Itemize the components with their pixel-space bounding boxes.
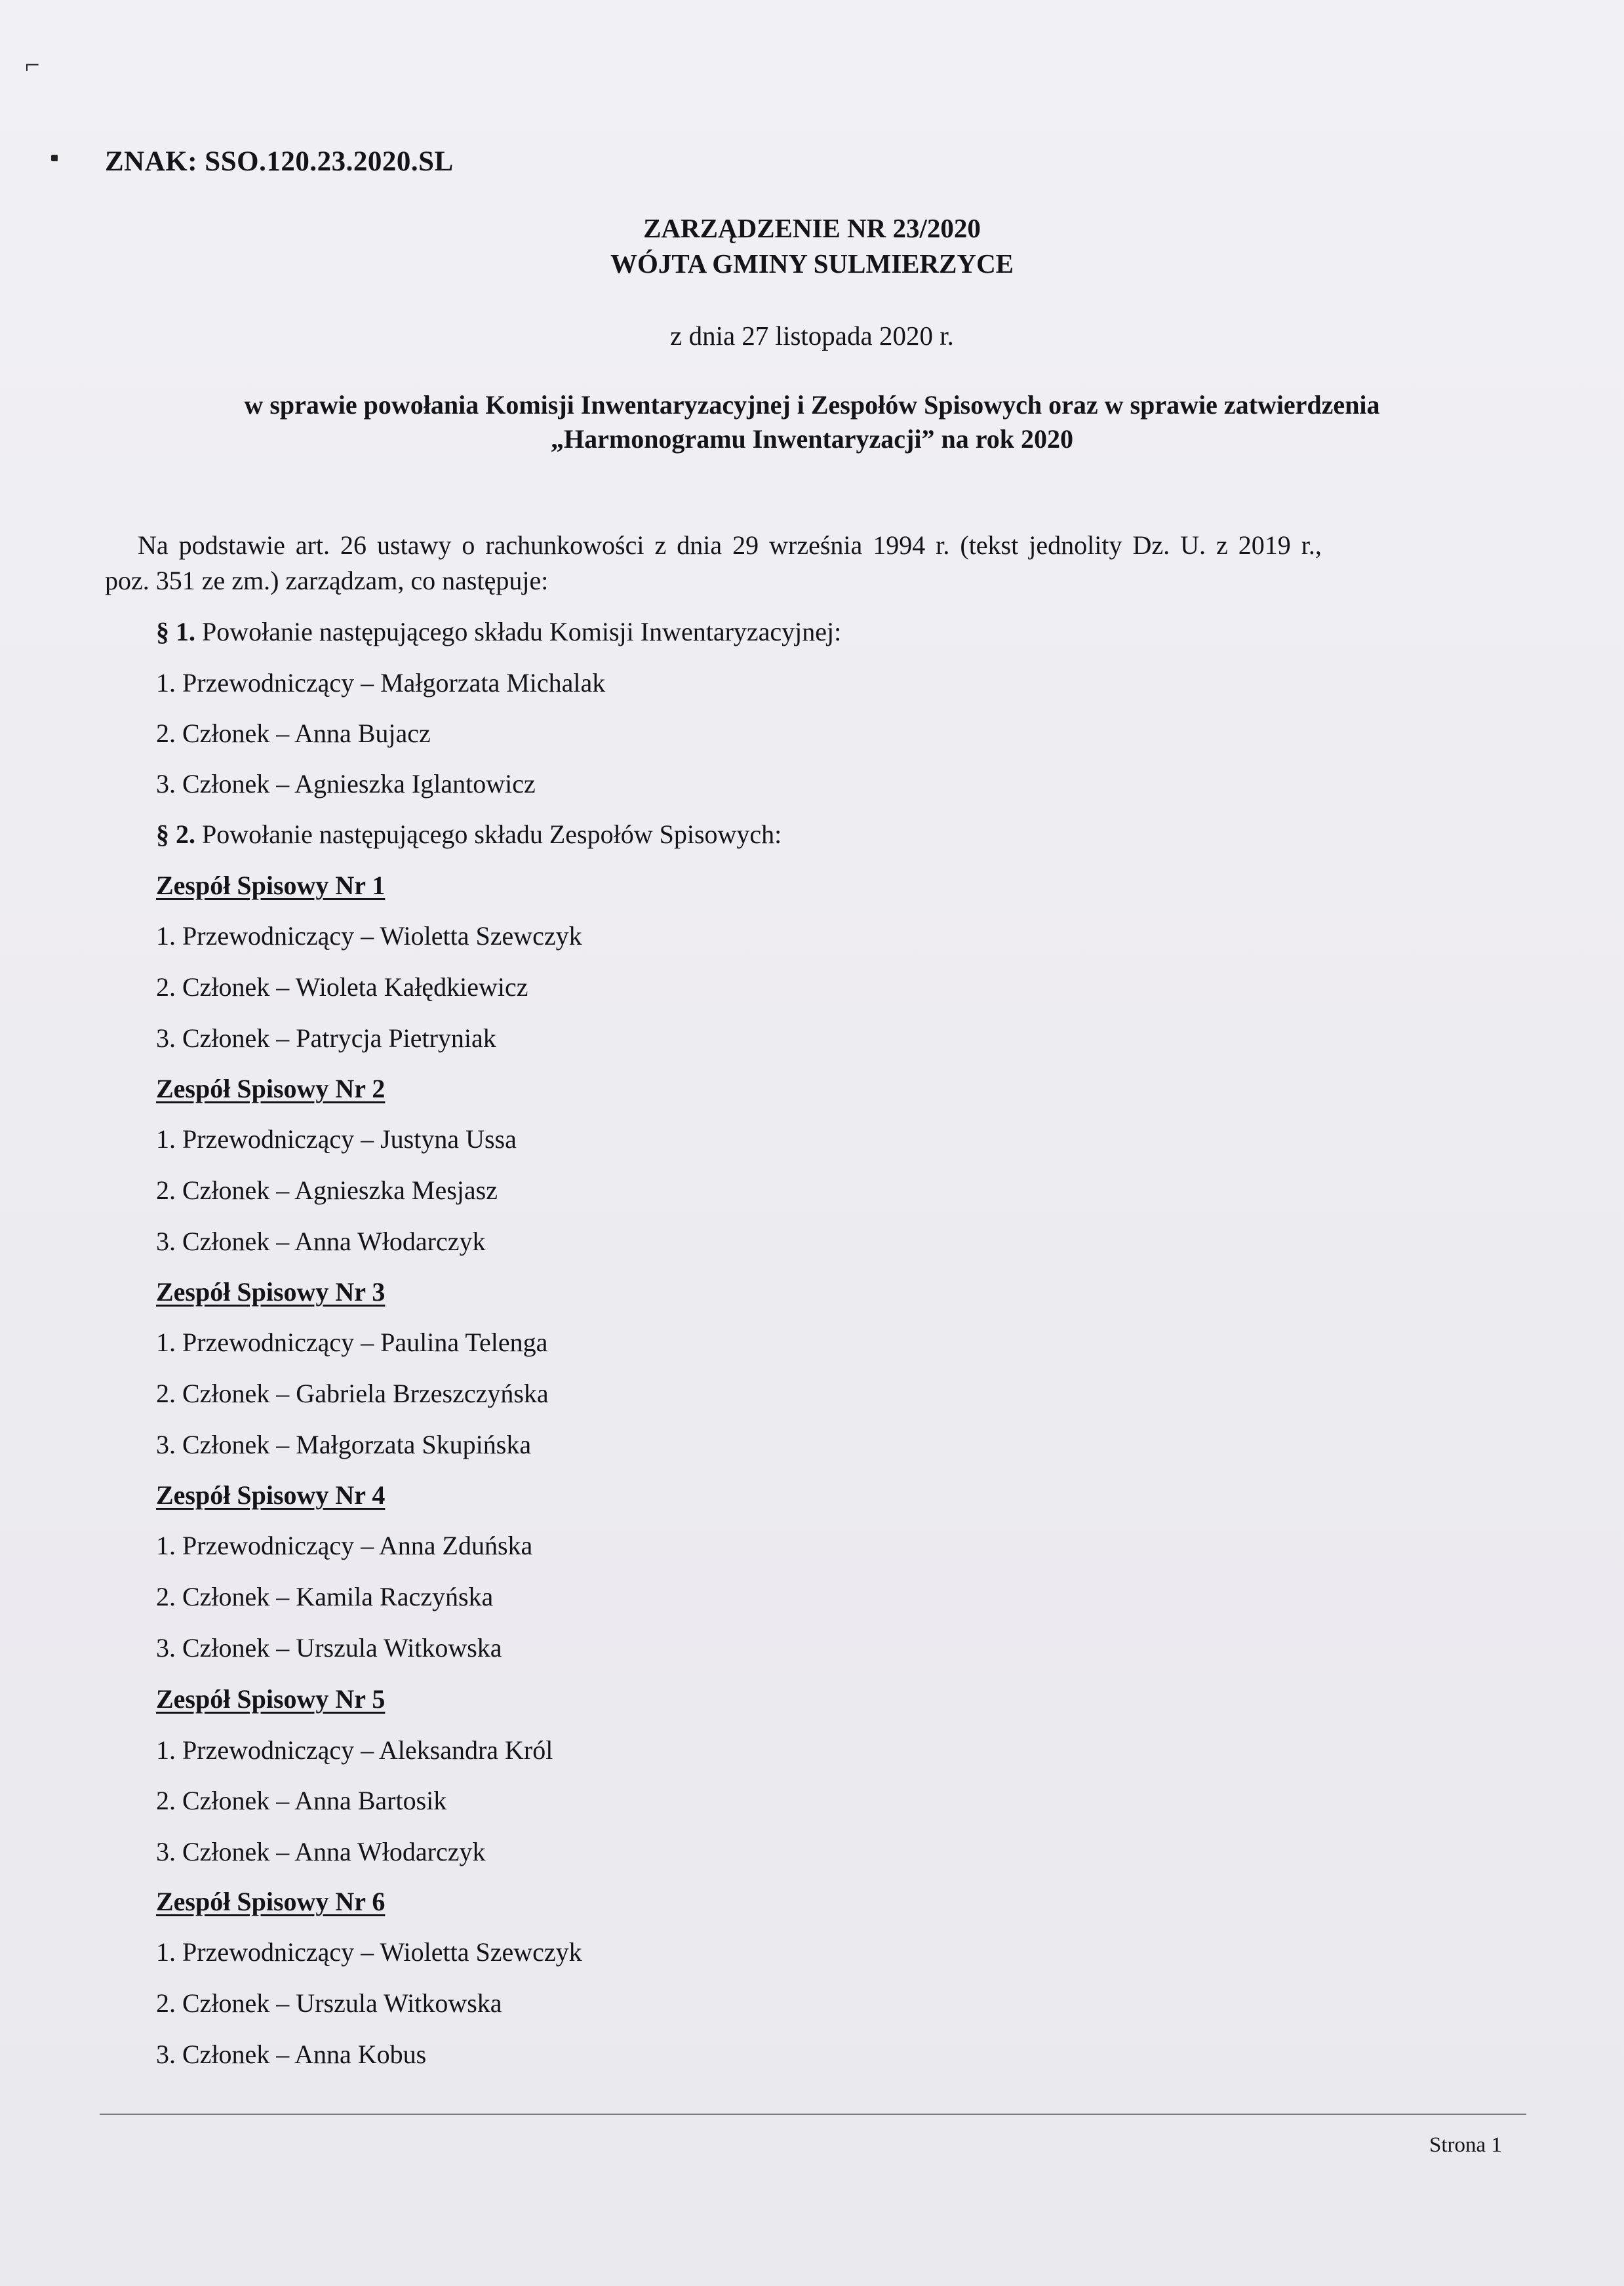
legal-basis-line-1: Na podstawie art. 26 ustawy o rachunkowości z dnia 29 września 1994 r. (tekst jednolity Dz. U. z 2019 r., [138, 530, 1322, 560]
team-member: 1. Przewodniczący – Wioletta Szewczyk [156, 921, 582, 951]
team-member: 1. Przewodniczący – Aleksandra Król [156, 1735, 553, 1765]
section-2-number: § 2. [156, 819, 195, 849]
team-member: 1. Przewodniczący – Justyna Ussa [156, 1124, 517, 1154]
team-member: 3. Członek – Urszula Witkowska [156, 1633, 502, 1663]
team-member: 2. Członek – Gabriela Brzeszczyńska [156, 1379, 549, 1408]
team-heading: Zespół Spisowy Nr 2 [156, 1074, 386, 1103]
section-2-heading [156, 819, 782, 850]
legal-basis-line-2: poz. 351 ze zm.) zarządzam, co następuje: [105, 566, 549, 595]
team-member: 1. Przewodniczący – Paulina Telenga [156, 1328, 548, 1357]
commission-member: 1. Przewodniczący – Małgorzata Michalak [156, 668, 606, 698]
subject-line-2: „Harmonogramu Inwentaryzacji” na rok 2020 [551, 424, 1073, 454]
team-member: 2. Członek – Kamila Raczyńska [156, 1582, 494, 1611]
section-2-text: Powołanie następującego składu Zespołów Spisowych: [202, 819, 782, 849]
team-member: 3. Członek – Anna Włodarczyk [156, 1227, 486, 1256]
team-member: 1. Przewodniczący – Wioletta Szewczyk [156, 1937, 582, 1967]
team-heading: Zespół Spisowy Nr 1 [156, 871, 386, 900]
team-heading: Zespół Spisowy Nr 6 [156, 1887, 386, 1916]
team-member: 2. Członek – Urszula Witkowska [156, 1988, 502, 2018]
scan-artifact-dot [51, 155, 58, 161]
team-member: 3. Członek – Patrycja Pietryniak [156, 1023, 496, 1053]
team-member: 3. Członek – Anna Włodarczyk [156, 1837, 486, 1866]
team-member: 3. Członek – Anna Kobus [156, 2040, 427, 2069]
document-date: z dnia 27 listopada 2020 r. [670, 321, 954, 351]
team-member: 2. Członek – Agnieszka Mesjasz [156, 1175, 498, 1205]
document-title: ZARZĄDZENIE NR 23/2020 [643, 213, 981, 243]
section-1-number: § 1. [156, 617, 195, 646]
team-heading: Zespół Spisowy Nr 3 [156, 1277, 386, 1307]
team-member: 3. Członek – Małgorzata Skupińska [156, 1430, 532, 1459]
team-heading: Zespół Spisowy Nr 5 [156, 1684, 386, 1714]
commission-member: 2. Członek – Anna Bujacz [156, 719, 431, 748]
reference-number: ZNAK: SSO.120.23.2020.SL [105, 146, 454, 177]
subject-line-1: w sprawie powołania Komisji Inwentaryzacyjnej i Zespołów Spisowych oraz w sprawie zatwierdzenia [244, 390, 1380, 420]
team-member: 2. Członek – Wioleta Kałędkiewicz [156, 972, 528, 1002]
team-member: 2. Członek – Anna Bartosik [156, 1786, 447, 1815]
footer-divider [100, 2114, 1526, 2115]
section-1-text: Powołanie następującego składu Komisji Inwentaryzacyjnej: [202, 617, 842, 646]
section-1-heading [156, 616, 841, 647]
document-issuer: WÓJTA GMINY SULMIERZYCE [610, 248, 1014, 279]
team-member: 1. Przewodniczący – Anna Zduńska [156, 1531, 533, 1560]
scan-artifact-mark: ⌐ [25, 50, 40, 79]
commission-member: 3. Członek – Agnieszka Iglantowicz [156, 769, 536, 798]
page-number: Strona 1 [1429, 2133, 1502, 2157]
team-heading: Zespół Spisowy Nr 4 [156, 1480, 386, 1510]
